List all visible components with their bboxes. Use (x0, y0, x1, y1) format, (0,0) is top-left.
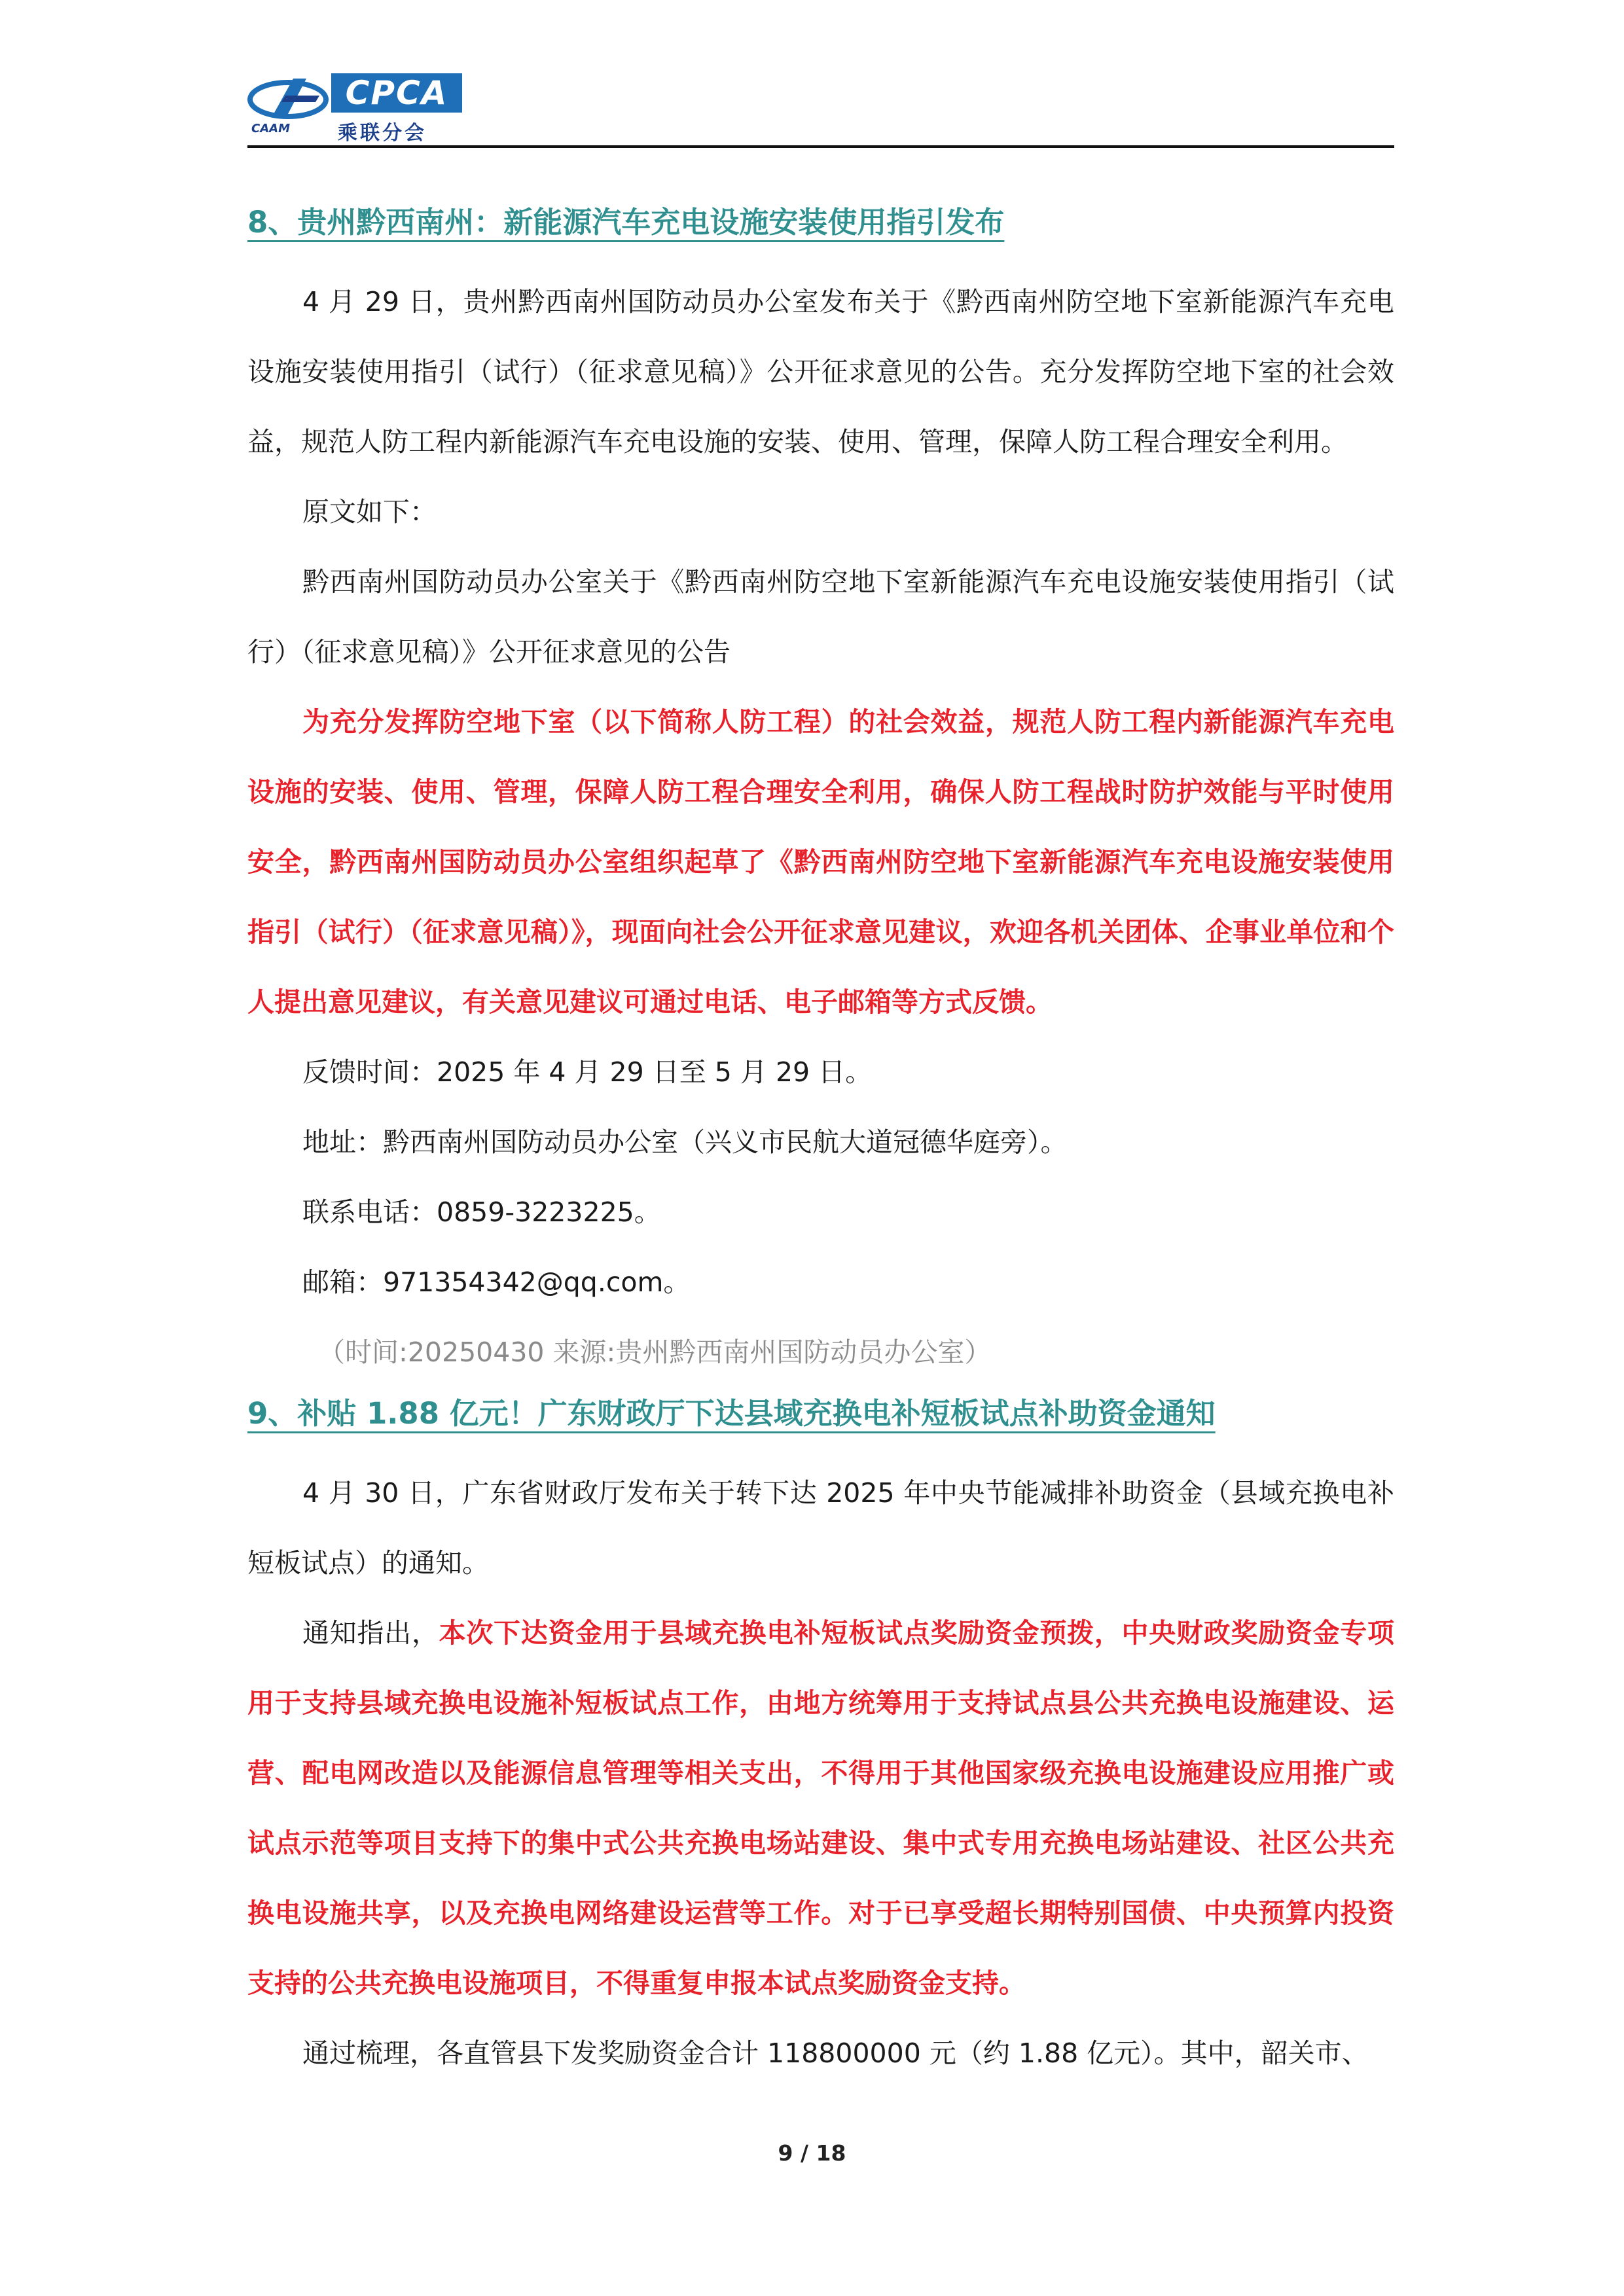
contact-phone: 联系电话：0859-3223225。 (302, 1196, 661, 1228)
section-9-highlight: 本次下达资金用于县域充换电补短板试点奖励资金预拨，中央财政奖励资金专项用于支持县域充换电设施补短板试点工作，由地方统筹用于支持试点县公共充换电设施建设、运营、配电网改造以及能源信息管理等相关支出，不得用于其他国家级充换电设施建设应用推广或试点示范等项目支持下的集中式公共充换电场站建设、集中式专用充换电场站建设、社区公共充换电设施共享，以及充换电网络建设运营等工作。对于已享受超长期特别国债、中央预算内投资支持的公共充换电设施项目，不得重复申报本试点奖励资金支持。 (247, 1617, 1395, 1999)
logo-subtitle: 乘联分会 (338, 122, 427, 145)
section-8-paragraph-3: 黔西南州国防动员办公室关于《黔西南州防空地下室新能源汽车充电设施安装使用指引（试行）（征求意见稿）》公开征求意见的公告 (247, 566, 1394, 668)
section-9-paragraph-1: 4 月 30 日，广东省财政厅发布关于转下达 2025 年中央节能减排补助资金（县域充换电补短板试点）的通知。 (247, 1477, 1394, 1579)
document-body (247, 196, 1394, 2089)
page-number: 9 / 18 (778, 2140, 846, 2166)
section-9-paragraph-2 (247, 1598, 1394, 2018)
header-divider (247, 145, 1394, 148)
section-9-paragraph-3: 通过梳理，各直管县下发奖励资金合计 118800000 元（约 1.88 亿元）。其中，韶关市、 (302, 2037, 1369, 2069)
cpca-logo (247, 64, 483, 145)
page-header (247, 64, 1394, 148)
logo-text: CPCA (331, 73, 462, 113)
section-8-paragraph-1: 4 月 29 日，贵州黔西南州国防动员办公室发布关于《黔西南州防空地下室新能源汽车充电设施安装使用指引（试行）（征求意见稿）》公开征求意见的公告。充分发挥防空地下室的社会效益，规范人防工程内新能源汽车充电设施的安装、使用、管理，保障人防工程合理安全利用。 (247, 286, 1394, 457)
logo-emblem-icon (247, 73, 333, 126)
section-9-paragraph-2-lead: 通知指出， (302, 1617, 439, 1649)
address: 地址：黔西南州国防动员办公室（兴义市民航大道冠德华庭旁）。 (302, 1126, 1068, 1158)
section-9-title: 9、补贴 1.88 亿元！广东财政厅下达县域充换电补短板试点补助资金通知 (247, 1396, 1216, 1431)
section-8-title: 8、贵州黔西南州：新能源汽车充电设施安装使用指引发布 (247, 205, 1005, 240)
logo-small-text: CAAM (251, 122, 290, 135)
contact-email: 邮箱：971354342@qq.com。 (302, 1266, 691, 1298)
section-8-highlight: 为充分发挥防空地下室（以下简称人防工程）的社会效益，规范人防工程内新能源汽车充电设施的安装、使用、管理，保障人防工程合理安全利用，确保人防工程战时防护效能与平时使用安全，黔西南州国防动员办公室组织起草了《黔西南州防空地下室新能源汽车充电设施安装使用指引（试行）（征求意见稿）》，现面向社会公开征求意见建议，欢迎各机关团体、企事业单位和个人提出意见建议，有关意见建议可通过电话、电子邮箱等方式反馈。 (247, 706, 1394, 1018)
feedback-time: 反馈时间：2025 年 4 月 29 日至 5 月 29 日。 (302, 1056, 873, 1088)
section-8-source: （时间:20250430 来源:贵州黔西南州国防动员办公室） (318, 1336, 992, 1368)
section-8-paragraph-2: 原文如下： (302, 496, 437, 528)
